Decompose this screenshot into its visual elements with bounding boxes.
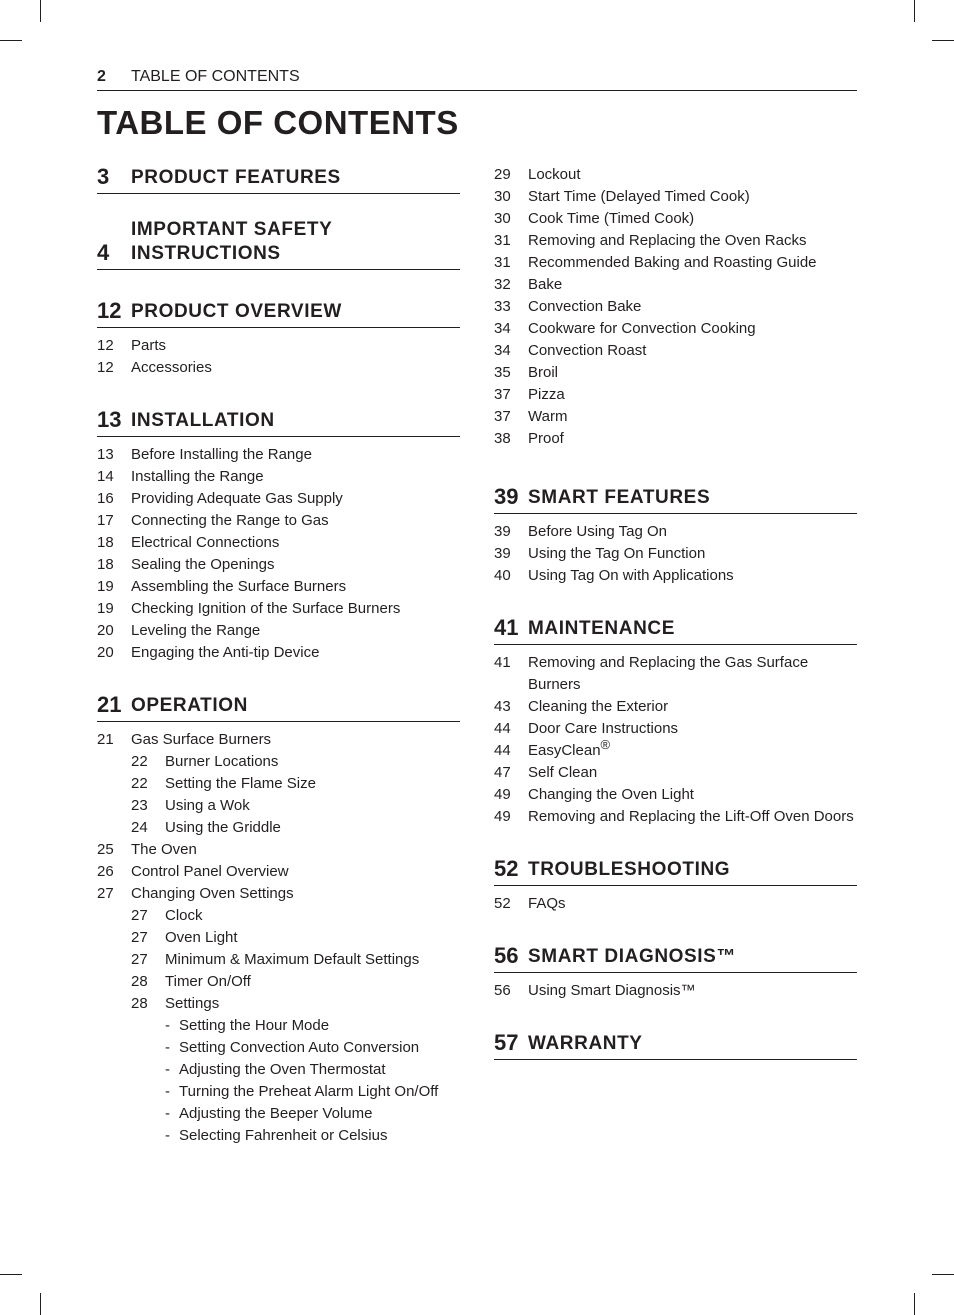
toc-entry-label bbox=[528, 893, 857, 915]
toc-entry-label bbox=[528, 428, 857, 450]
section-heading[interactable] bbox=[494, 480, 857, 514]
crop-mark bbox=[0, 1274, 22, 1275]
section-items bbox=[494, 521, 857, 587]
crop-mark bbox=[40, 0, 41, 22]
toc-entry-page: 47 bbox=[494, 764, 511, 781]
toc-entry-label bbox=[179, 1015, 460, 1037]
toc-entry-label bbox=[131, 598, 460, 620]
toc-entry-page: 14 bbox=[97, 468, 114, 485]
toc-entry-label bbox=[528, 340, 857, 362]
section-heading[interactable] bbox=[494, 852, 857, 886]
toc-entry-page: 23 bbox=[131, 797, 148, 814]
toc-entry-text: Selecting Fahrenheit or Celsius bbox=[179, 1127, 388, 1144]
toc-entry-label bbox=[528, 274, 857, 296]
section-title: PRODUCT FEATURES bbox=[131, 167, 341, 188]
toc-entry[interactable] bbox=[97, 488, 460, 510]
section-page-number: 56 bbox=[494, 943, 519, 968]
toc-entry-label bbox=[131, 554, 460, 576]
toc-entry-label bbox=[165, 927, 460, 949]
toc-entry-page: 20 bbox=[97, 644, 114, 661]
toc-entry-page: 19 bbox=[97, 578, 114, 595]
toc-entry[interactable] bbox=[494, 230, 857, 252]
toc-section bbox=[97, 688, 460, 1147]
toc-entry-page: - bbox=[165, 1105, 170, 1122]
section-items bbox=[494, 893, 857, 915]
header-label: TABLE OF CONTENTS bbox=[131, 68, 300, 85]
toc-entry-page: 37 bbox=[494, 408, 511, 425]
crop-mark bbox=[914, 0, 915, 22]
toc-entry-page: 33 bbox=[494, 298, 511, 315]
toc-entry-text: Assembling the Surface Burners bbox=[131, 578, 347, 595]
toc-entry-label bbox=[179, 1059, 460, 1081]
toc-entry-text: Changing Oven Settings bbox=[131, 885, 294, 902]
section-page-number: 4 bbox=[97, 240, 110, 265]
toc-entry-label bbox=[131, 335, 460, 357]
toc-entry-page: 34 bbox=[494, 342, 511, 359]
toc-entry-label bbox=[528, 252, 857, 274]
toc-entry[interactable] bbox=[494, 893, 857, 915]
toc-entry-text: Timer On/Off bbox=[165, 973, 251, 990]
toc-entry-text: Cook Time (Timed Cook) bbox=[528, 210, 695, 227]
toc-entry-text: Sealing the Openings bbox=[131, 556, 275, 573]
toc-entry-page: 31 bbox=[494, 232, 511, 249]
toc-entry[interactable] bbox=[97, 598, 460, 620]
toc-entry-label bbox=[165, 773, 460, 795]
toc-entry-page: 44 bbox=[494, 720, 511, 737]
toc-entry-text: Connecting the Range to Gas bbox=[131, 512, 329, 529]
toc-entry-page: - bbox=[165, 1017, 170, 1034]
toc-entry-page: - bbox=[165, 1083, 170, 1100]
toc-entry-label bbox=[165, 971, 460, 993]
toc-entry[interactable] bbox=[494, 252, 857, 274]
toc-entry[interactable] bbox=[494, 543, 857, 565]
toc-entry-page: 27 bbox=[131, 929, 148, 946]
section-page-number: 39 bbox=[494, 484, 519, 509]
section-page-number: 41 bbox=[494, 615, 519, 640]
toc-entry[interactable] bbox=[494, 806, 857, 828]
toc-entry[interactable] bbox=[97, 993, 460, 1015]
toc-entry-label bbox=[528, 784, 857, 806]
toc-entry[interactable] bbox=[494, 362, 857, 384]
toc-entry-page: 17 bbox=[97, 512, 114, 529]
toc-entry-label bbox=[131, 466, 460, 488]
toc-entry-text: Bake bbox=[528, 276, 563, 293]
toc-section bbox=[494, 480, 857, 587]
toc-entry-page: 52 bbox=[494, 895, 511, 912]
toc-entry[interactable] bbox=[97, 1059, 460, 1081]
toc-entry-page: 30 bbox=[494, 188, 511, 205]
toc-entry-label bbox=[179, 1081, 460, 1103]
toc-entry-page: 26 bbox=[97, 863, 114, 880]
toc-entry-page: 27 bbox=[131, 951, 148, 968]
toc-entry-text: Settings bbox=[165, 995, 220, 1012]
toc-entry[interactable] bbox=[97, 576, 460, 598]
toc-entry-label bbox=[131, 357, 460, 379]
toc-entry[interactable] bbox=[97, 532, 460, 554]
toc-entry[interactable] bbox=[97, 335, 460, 357]
toc-entry-label bbox=[528, 806, 857, 828]
toc-entry[interactable] bbox=[97, 817, 460, 839]
section-items bbox=[97, 444, 460, 664]
toc-entry-text: Engaging the Anti-tip Device bbox=[131, 644, 320, 661]
section-title: SMART DIAGNOSIS™ bbox=[528, 946, 737, 967]
toc-entry-page: 35 bbox=[494, 364, 511, 381]
toc-entry-text: Installing the Range bbox=[131, 468, 264, 485]
toc-entry-page: - bbox=[165, 1127, 170, 1144]
toc-entry-text: Self Clean bbox=[528, 764, 598, 781]
toc-entry-page: - bbox=[165, 1061, 170, 1078]
toc-section bbox=[494, 1026, 857, 1060]
toc-entry[interactable] bbox=[494, 384, 857, 406]
toc-entry-label bbox=[179, 1125, 460, 1147]
section-heading[interactable] bbox=[97, 294, 460, 328]
toc-entry[interactable] bbox=[97, 971, 460, 993]
section-items bbox=[97, 729, 460, 1147]
header-page-number: 2 bbox=[97, 68, 106, 85]
toc-entry-page: 19 bbox=[97, 600, 114, 617]
toc-entry-text: Using the Tag On Function bbox=[528, 545, 706, 562]
section-title: IMPORTANT SAFETY INSTRUCTIONS bbox=[131, 219, 333, 264]
toc-entry-text: Pizza bbox=[528, 386, 565, 403]
toc-entry-text: EasyClean bbox=[528, 742, 601, 759]
toc-entry-page: 27 bbox=[97, 885, 114, 902]
section-heading[interactable] bbox=[494, 1026, 857, 1060]
toc-entry-page: 30 bbox=[494, 210, 511, 227]
right-column bbox=[494, 160, 857, 1060]
toc-entry-label bbox=[131, 576, 460, 598]
section-title: OPERATION bbox=[131, 695, 248, 716]
toc-entry-text: Oven Light bbox=[165, 929, 238, 946]
crop-mark bbox=[0, 40, 22, 41]
toc-entry-text: Checking Ignition of the Surface Burners bbox=[131, 600, 401, 617]
toc-entry-page: 41 bbox=[494, 654, 511, 671]
toc-entry[interactable] bbox=[97, 839, 460, 861]
section-items bbox=[494, 652, 857, 828]
toc-entry-label bbox=[131, 642, 460, 664]
toc-entry-label bbox=[528, 980, 857, 1002]
toc-entry-text: Using Smart Diagnosis™ bbox=[528, 982, 696, 999]
toc-entry-text: Cleaning the Exterior bbox=[528, 698, 669, 715]
crop-mark bbox=[932, 1274, 954, 1275]
toc-entry[interactable] bbox=[97, 751, 460, 773]
toc-entry-text: Electrical Connections bbox=[131, 534, 280, 551]
toc-entry-page: 22 bbox=[131, 753, 148, 770]
toc-entry-page: 31 bbox=[494, 254, 511, 271]
toc-entry[interactable] bbox=[97, 795, 460, 817]
toc-entry-label bbox=[131, 444, 460, 466]
toc-entry-label bbox=[165, 949, 460, 971]
toc-entry-text: Warm bbox=[528, 408, 568, 425]
toc-entry[interactable] bbox=[494, 521, 857, 543]
toc-entry-label bbox=[131, 488, 460, 510]
section-title: INSTALLATION bbox=[131, 410, 275, 431]
toc-entry-text: Adjusting the Oven Thermostat bbox=[179, 1061, 386, 1078]
toc-entry-text: Door Care Instructions bbox=[528, 720, 679, 737]
toc-entry-text: The Oven bbox=[131, 841, 197, 858]
toc-entry-label bbox=[165, 795, 460, 817]
toc-entry-label bbox=[165, 751, 460, 773]
toc-entry-page: 39 bbox=[494, 545, 511, 562]
section-heading[interactable] bbox=[494, 611, 857, 645]
toc-entry-label bbox=[528, 696, 857, 718]
section-title: SMART FEATURES bbox=[528, 487, 711, 508]
toc-section bbox=[97, 218, 460, 270]
toc-entry-label bbox=[528, 384, 857, 406]
toc-entry-label bbox=[528, 565, 857, 587]
toc-entry-label bbox=[165, 905, 460, 927]
toc-entry-label bbox=[528, 406, 857, 428]
toc-entry-text: Using a Wok bbox=[165, 797, 250, 814]
section-heading[interactable] bbox=[97, 688, 460, 722]
running-header bbox=[97, 66, 857, 91]
toc-entry-page: 21 bbox=[97, 731, 114, 748]
section-page-number: 57 bbox=[494, 1030, 519, 1055]
toc-entry-label bbox=[131, 861, 460, 883]
toc-entry-page: 37 bbox=[494, 386, 511, 403]
toc-entry-page: 49 bbox=[494, 786, 511, 803]
toc-entry-label bbox=[179, 1037, 460, 1059]
toc-entry-text: Changing the Oven Light bbox=[528, 786, 694, 803]
section-heading[interactable] bbox=[97, 218, 460, 270]
section-items bbox=[97, 335, 460, 379]
toc-entry[interactable] bbox=[494, 318, 857, 340]
toc-entry[interactable] bbox=[494, 980, 857, 1002]
crop-mark bbox=[932, 40, 954, 41]
toc-section bbox=[97, 160, 460, 194]
toc-entry-text: Removing and Replacing the Oven Racks bbox=[528, 232, 807, 249]
page-title: TABLE OF CONTENTS bbox=[97, 104, 459, 141]
toc-entry-label bbox=[528, 296, 857, 318]
toc-entry[interactable] bbox=[97, 1125, 460, 1147]
toc-entry-text: Turning the Preheat Alarm Light On/Off bbox=[179, 1083, 439, 1100]
toc-entry-text: Start Time (Delayed Timed Cook) bbox=[528, 188, 750, 205]
toc-entry[interactable] bbox=[97, 444, 460, 466]
section-page-number: 21 bbox=[97, 692, 122, 717]
toc-entry-page: 25 bbox=[97, 841, 114, 858]
toc-entry-label bbox=[528, 718, 857, 740]
toc-entry-text: Removing and Replacing the Gas Surface Burners bbox=[528, 654, 809, 693]
toc-entry-text: Setting the Flame Size bbox=[165, 775, 316, 792]
toc-entry-page: 40 bbox=[494, 567, 511, 584]
toc-entry-label bbox=[165, 817, 460, 839]
toc-entry-page: 56 bbox=[494, 982, 511, 999]
toc-entry-label bbox=[528, 762, 857, 784]
toc-entry-page: 32 bbox=[494, 276, 511, 293]
toc-entry[interactable] bbox=[494, 340, 857, 362]
toc-entry[interactable] bbox=[494, 186, 857, 208]
toc-entry-text: Cookware for Convection Cooking bbox=[528, 320, 756, 337]
toc-entry[interactable] bbox=[97, 642, 460, 664]
section-page-number: 12 bbox=[97, 298, 122, 323]
toc-entry[interactable] bbox=[97, 620, 460, 642]
toc-entry[interactable] bbox=[97, 1103, 460, 1125]
toc-entry[interactable] bbox=[494, 737, 857, 762]
toc-entry-text: Providing Adequate Gas Supply bbox=[131, 490, 343, 507]
toc-entry[interactable] bbox=[494, 762, 857, 784]
continued-items bbox=[494, 164, 857, 450]
toc-entry[interactable] bbox=[97, 949, 460, 971]
toc-entry-label bbox=[131, 620, 460, 642]
toc-entry-label bbox=[528, 230, 857, 252]
toc-entry[interactable] bbox=[97, 554, 460, 576]
toc-entry-page: 12 bbox=[97, 337, 114, 354]
toc-entry-page: 39 bbox=[494, 523, 511, 540]
toc-entry[interactable] bbox=[494, 164, 857, 186]
toc-entry-page: 34 bbox=[494, 320, 511, 337]
toc-entry-label bbox=[131, 510, 460, 532]
toc-entry-label bbox=[528, 164, 857, 186]
toc-entry-label bbox=[165, 993, 460, 1015]
toc-entry[interactable] bbox=[494, 208, 857, 230]
toc-entry-label bbox=[528, 543, 857, 565]
toc-entry-text: Before Installing the Range bbox=[131, 446, 312, 463]
toc-entry[interactable] bbox=[97, 357, 460, 379]
toc-section bbox=[494, 939, 857, 1002]
toc-entry-text: Proof bbox=[528, 430, 564, 447]
toc-entry-page: 16 bbox=[97, 490, 114, 507]
toc-entry[interactable] bbox=[97, 1037, 460, 1059]
section-page-number: 13 bbox=[97, 407, 122, 432]
toc-entry[interactable] bbox=[97, 510, 460, 532]
toc-entry-text: Adjusting the Beeper Volume bbox=[179, 1105, 373, 1122]
toc-entry-text: Gas Surface Burners bbox=[131, 731, 272, 748]
toc-entry-page: 43 bbox=[494, 698, 511, 715]
toc-entry-label bbox=[528, 318, 857, 340]
toc-entry[interactable] bbox=[494, 296, 857, 318]
left-column bbox=[97, 160, 460, 1147]
toc-entry-label bbox=[528, 521, 857, 543]
toc-entry-label bbox=[131, 729, 460, 751]
section-page-number: 3 bbox=[97, 164, 110, 189]
toc-entry-page: 44 bbox=[494, 742, 511, 759]
toc-entry[interactable] bbox=[494, 406, 857, 428]
registered-mark: ® bbox=[600, 737, 611, 752]
toc-entry[interactable] bbox=[494, 696, 857, 718]
toc-entry-text: Control Panel Overview bbox=[131, 863, 289, 880]
toc-entry-text: Clock bbox=[165, 907, 203, 924]
toc-entry-text: Convection Bake bbox=[528, 298, 642, 315]
toc-entry-label bbox=[131, 839, 460, 861]
toc-entry[interactable] bbox=[494, 718, 857, 740]
toc-entry-text: Parts bbox=[131, 337, 167, 354]
toc-entry[interactable] bbox=[97, 1015, 460, 1037]
toc-entry[interactable] bbox=[97, 466, 460, 488]
crop-mark bbox=[914, 1293, 915, 1315]
section-heading[interactable] bbox=[97, 403, 460, 437]
toc-section bbox=[494, 852, 857, 915]
toc-entry-text: Removing and Replacing the Lift-Off Oven Doors bbox=[528, 808, 854, 825]
toc-entry-label bbox=[528, 737, 857, 762]
toc-entry[interactable] bbox=[97, 729, 460, 751]
toc-entry-text: FAQs bbox=[528, 895, 566, 912]
toc-entry-page: 13 bbox=[97, 446, 114, 463]
toc-entry-page: 28 bbox=[131, 995, 148, 1012]
toc-entry-label bbox=[528, 186, 857, 208]
section-items bbox=[494, 980, 857, 1002]
toc-entry[interactable] bbox=[494, 784, 857, 806]
toc-entry-label bbox=[528, 652, 857, 696]
toc-entry-text: Lockout bbox=[528, 166, 581, 183]
toc-entry-text: Leveling the Range bbox=[131, 622, 261, 639]
toc-entry-label bbox=[131, 883, 460, 905]
toc-entry-text: Before Using Tag On bbox=[528, 523, 667, 540]
toc-entry-page: 18 bbox=[97, 534, 114, 551]
section-title: MAINTENANCE bbox=[528, 618, 675, 639]
toc-entry-text: Using Tag On with Applications bbox=[528, 567, 734, 584]
toc-entry-page: 24 bbox=[131, 819, 148, 836]
toc-entry-label bbox=[528, 362, 857, 384]
section-title: TROUBLESHOOTING bbox=[528, 859, 731, 880]
section-title: PRODUCT OVERVIEW bbox=[131, 301, 342, 322]
toc-entry-page: 29 bbox=[494, 166, 511, 183]
toc-entry-text: Minimum & Maximum Default Settings bbox=[165, 951, 420, 968]
crop-mark bbox=[40, 1293, 41, 1315]
toc-section bbox=[494, 611, 857, 828]
toc-section bbox=[97, 294, 460, 379]
section-page-number: 52 bbox=[494, 856, 519, 881]
toc-entry-label bbox=[528, 208, 857, 230]
toc-entry-page: 18 bbox=[97, 556, 114, 573]
toc-entry-page: 12 bbox=[97, 359, 114, 376]
toc-entry-text: Setting Convection Auto Conversion bbox=[179, 1039, 420, 1056]
toc-entry[interactable] bbox=[97, 1081, 460, 1103]
toc-entry[interactable] bbox=[97, 861, 460, 883]
toc-entry-text: Setting the Hour Mode bbox=[179, 1017, 330, 1034]
toc-entry[interactable] bbox=[494, 652, 857, 696]
toc-entry-text: Recommended Baking and Roasting Guide bbox=[528, 254, 817, 271]
toc-entry-text: Broil bbox=[528, 364, 559, 381]
toc-section bbox=[97, 403, 460, 664]
toc-entry-page: 27 bbox=[131, 907, 148, 924]
toc-entry[interactable] bbox=[97, 927, 460, 949]
toc-entry-text: Convection Roast bbox=[528, 342, 647, 359]
section-heading[interactable] bbox=[97, 160, 460, 194]
toc-entry-label bbox=[131, 532, 460, 554]
toc-entry-page: 22 bbox=[131, 775, 148, 792]
toc-entry-page: 38 bbox=[494, 430, 511, 447]
toc-entry[interactable] bbox=[97, 773, 460, 795]
toc-entry-page: 20 bbox=[97, 622, 114, 639]
toc-entry-text: Using the Griddle bbox=[165, 819, 281, 836]
toc-entry[interactable] bbox=[494, 565, 857, 587]
toc-entry-page: 28 bbox=[131, 973, 148, 990]
toc-entry[interactable] bbox=[494, 428, 857, 450]
toc-entry[interactable] bbox=[97, 883, 460, 905]
section-heading[interactable] bbox=[494, 939, 857, 973]
toc-entry-page: - bbox=[165, 1039, 170, 1056]
toc-entry-text: Accessories bbox=[131, 359, 212, 376]
toc-entry[interactable] bbox=[494, 274, 857, 296]
toc-entry-label bbox=[179, 1103, 460, 1125]
toc-entry[interactable] bbox=[97, 905, 460, 927]
toc-entry-page: 49 bbox=[494, 808, 511, 825]
section-title: WARRANTY bbox=[528, 1033, 643, 1054]
toc-entry-text: Burner Locations bbox=[165, 753, 279, 770]
